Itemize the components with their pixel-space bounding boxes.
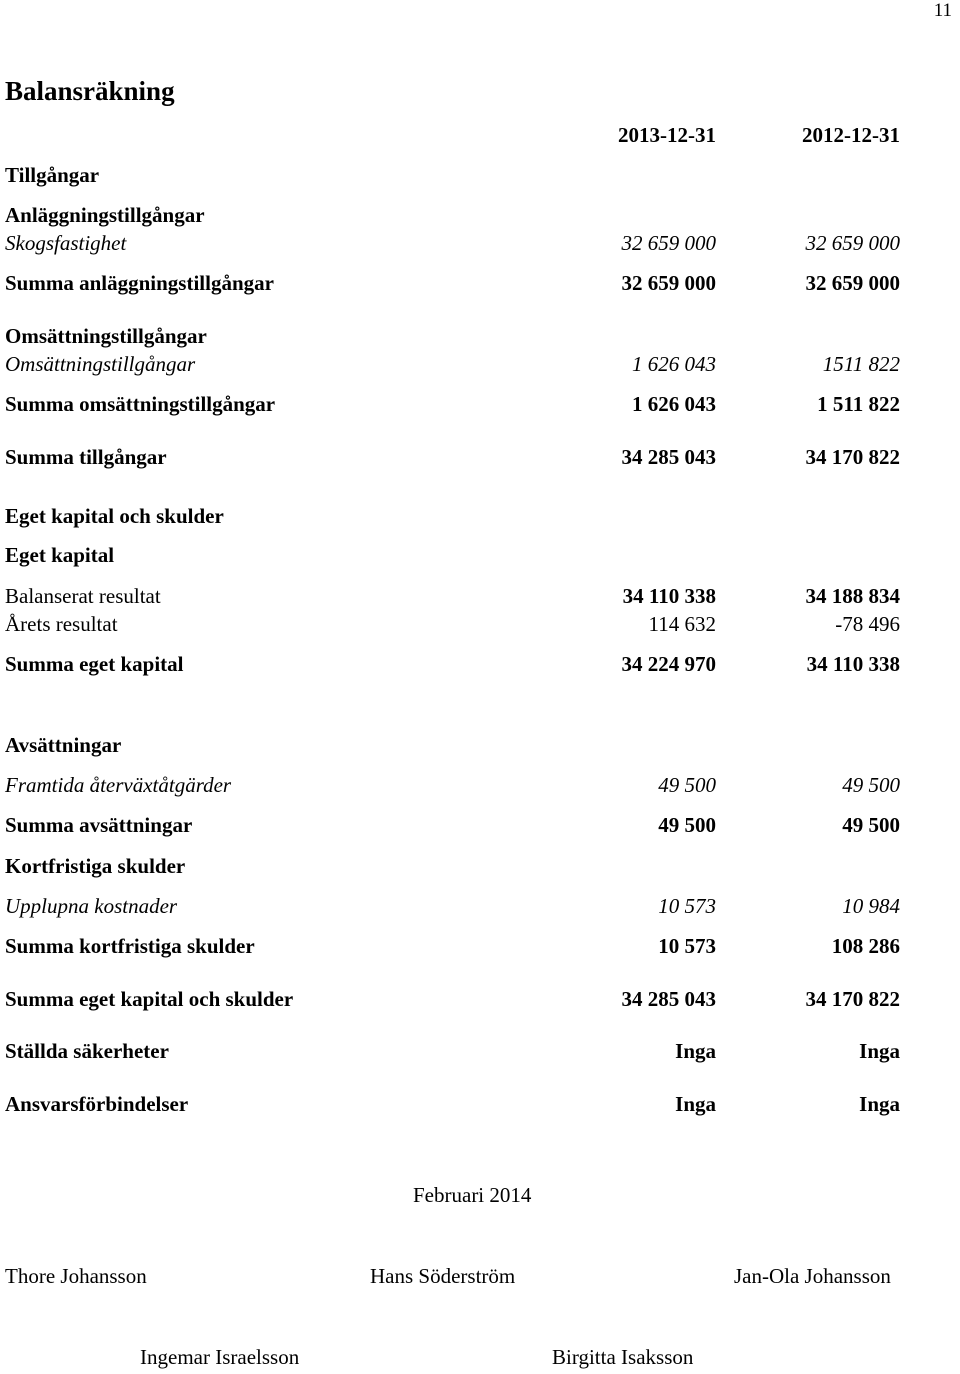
row-value-2013: 34 224 970 bbox=[621, 652, 716, 676]
row-label: Summa tillgångar bbox=[5, 445, 167, 469]
table-row bbox=[5, 733, 900, 763]
table-row bbox=[5, 1039, 900, 1069]
row-value-2013: 49 500 bbox=[658, 813, 716, 837]
column-headers bbox=[5, 123, 900, 153]
row-label: Summa anläggningstillgångar bbox=[5, 271, 274, 295]
row-value-2013: 34 285 043 bbox=[621, 987, 716, 1011]
row-label: Summa kortfristiga skulder bbox=[5, 934, 255, 958]
row-label: Tillgångar bbox=[5, 163, 100, 187]
row-value-2012: 49 500 bbox=[842, 773, 900, 797]
row-value-2013: 10 573 bbox=[658, 894, 716, 918]
table-row bbox=[5, 813, 900, 843]
signature-date: Februari 2014 bbox=[413, 1183, 532, 1207]
row-label: Ställda säkerheter bbox=[5, 1039, 169, 1063]
table-row bbox=[5, 854, 900, 884]
row-value-2012: 32 659 000 bbox=[805, 271, 900, 295]
row-value-2012: 34 110 338 bbox=[806, 652, 900, 676]
row-value-2012: -78 496 bbox=[835, 612, 900, 636]
table-row bbox=[5, 1092, 900, 1122]
row-label: Upplupna kostnader bbox=[5, 894, 178, 918]
signatory-name: Hans Söderström bbox=[370, 1264, 516, 1288]
row-value-2013: 32 659 000 bbox=[621, 271, 716, 295]
table-row bbox=[5, 324, 900, 354]
row-label: Summa eget kapital och skulder bbox=[5, 987, 294, 1011]
table-row bbox=[5, 163, 900, 193]
row-value-2013: 1 626 043 bbox=[632, 352, 716, 376]
table-row bbox=[5, 271, 900, 301]
row-value-2013: 1 626 043 bbox=[632, 392, 716, 416]
table-row bbox=[5, 392, 900, 422]
table-row bbox=[5, 231, 900, 261]
row-label: Omsättningstillgångar bbox=[5, 352, 196, 376]
table-row bbox=[5, 504, 900, 534]
row-label: Summa omsättningstillgångar bbox=[5, 392, 276, 416]
table-row bbox=[5, 584, 900, 614]
row-value-2013: 114 632 bbox=[648, 612, 716, 636]
table-row bbox=[5, 445, 900, 475]
row-label: Balanserat resultat bbox=[5, 584, 161, 608]
row-value-2013: Inga bbox=[675, 1039, 716, 1063]
signatory-name: Ingemar Israelsson bbox=[140, 1345, 300, 1369]
row-value-2013: 34 110 338 bbox=[622, 584, 716, 608]
row-value-2012: Inga bbox=[859, 1092, 900, 1116]
row-label: Avsättningar bbox=[5, 733, 122, 757]
row-value-2012: 1 511 822 bbox=[817, 392, 900, 416]
column-header-2013: 2013-12-31 bbox=[618, 123, 716, 147]
signatory-name: Jan-Ola Johansson bbox=[734, 1264, 891, 1288]
row-value-2012: 1511 822 bbox=[822, 352, 900, 376]
row-value-2013: 10 573 bbox=[658, 934, 716, 958]
row-label: Omsättningstillgångar bbox=[5, 324, 207, 348]
row-label: Årets resultat bbox=[5, 612, 118, 636]
row-label: Ansvarsförbindelser bbox=[5, 1092, 189, 1116]
page-number: 11 bbox=[933, 0, 952, 21]
column-header-2012: 2012-12-31 bbox=[802, 123, 900, 147]
table-row bbox=[5, 543, 900, 573]
table-row bbox=[5, 773, 900, 803]
row-value-2012: 10 984 bbox=[842, 894, 900, 918]
row-label: Framtida återväxtåtgärder bbox=[5, 773, 232, 797]
row-value-2013: 49 500 bbox=[658, 773, 716, 797]
row-value-2012: Inga bbox=[859, 1039, 900, 1063]
document-title: Balansräkning bbox=[5, 76, 175, 106]
row-value-2012: 34 170 822 bbox=[805, 445, 900, 469]
row-label: Skogsfastighet bbox=[5, 231, 127, 255]
table-row bbox=[5, 612, 900, 642]
row-value-2013: Inga bbox=[675, 1092, 716, 1116]
row-value-2013: 34 285 043 bbox=[621, 445, 716, 469]
table-row bbox=[5, 894, 900, 924]
row-label: Anläggningstillgångar bbox=[5, 203, 205, 227]
row-value-2012: 34 188 834 bbox=[805, 584, 900, 608]
row-value-2012: 32 659 000 bbox=[805, 231, 900, 255]
row-label: Eget kapital och skulder bbox=[5, 504, 224, 528]
table-row bbox=[5, 652, 900, 682]
signatory-name: Birgitta Isaksson bbox=[552, 1345, 694, 1369]
row-value-2013: 32 659 000 bbox=[621, 231, 716, 255]
row-label: Kortfristiga skulder bbox=[5, 854, 186, 878]
table-row bbox=[5, 934, 900, 964]
table-row bbox=[5, 987, 900, 1017]
row-label: Summa eget kapital bbox=[5, 652, 184, 676]
row-value-2012: 108 286 bbox=[831, 934, 900, 958]
signatory-name: Thore Johansson bbox=[5, 1264, 147, 1288]
table-row bbox=[5, 203, 900, 233]
row-label: Summa avsättningar bbox=[5, 813, 193, 837]
row-value-2012: 49 500 bbox=[842, 813, 900, 837]
row-label: Eget kapital bbox=[5, 543, 115, 567]
table-row bbox=[5, 352, 900, 382]
row-value-2012: 34 170 822 bbox=[805, 987, 900, 1011]
